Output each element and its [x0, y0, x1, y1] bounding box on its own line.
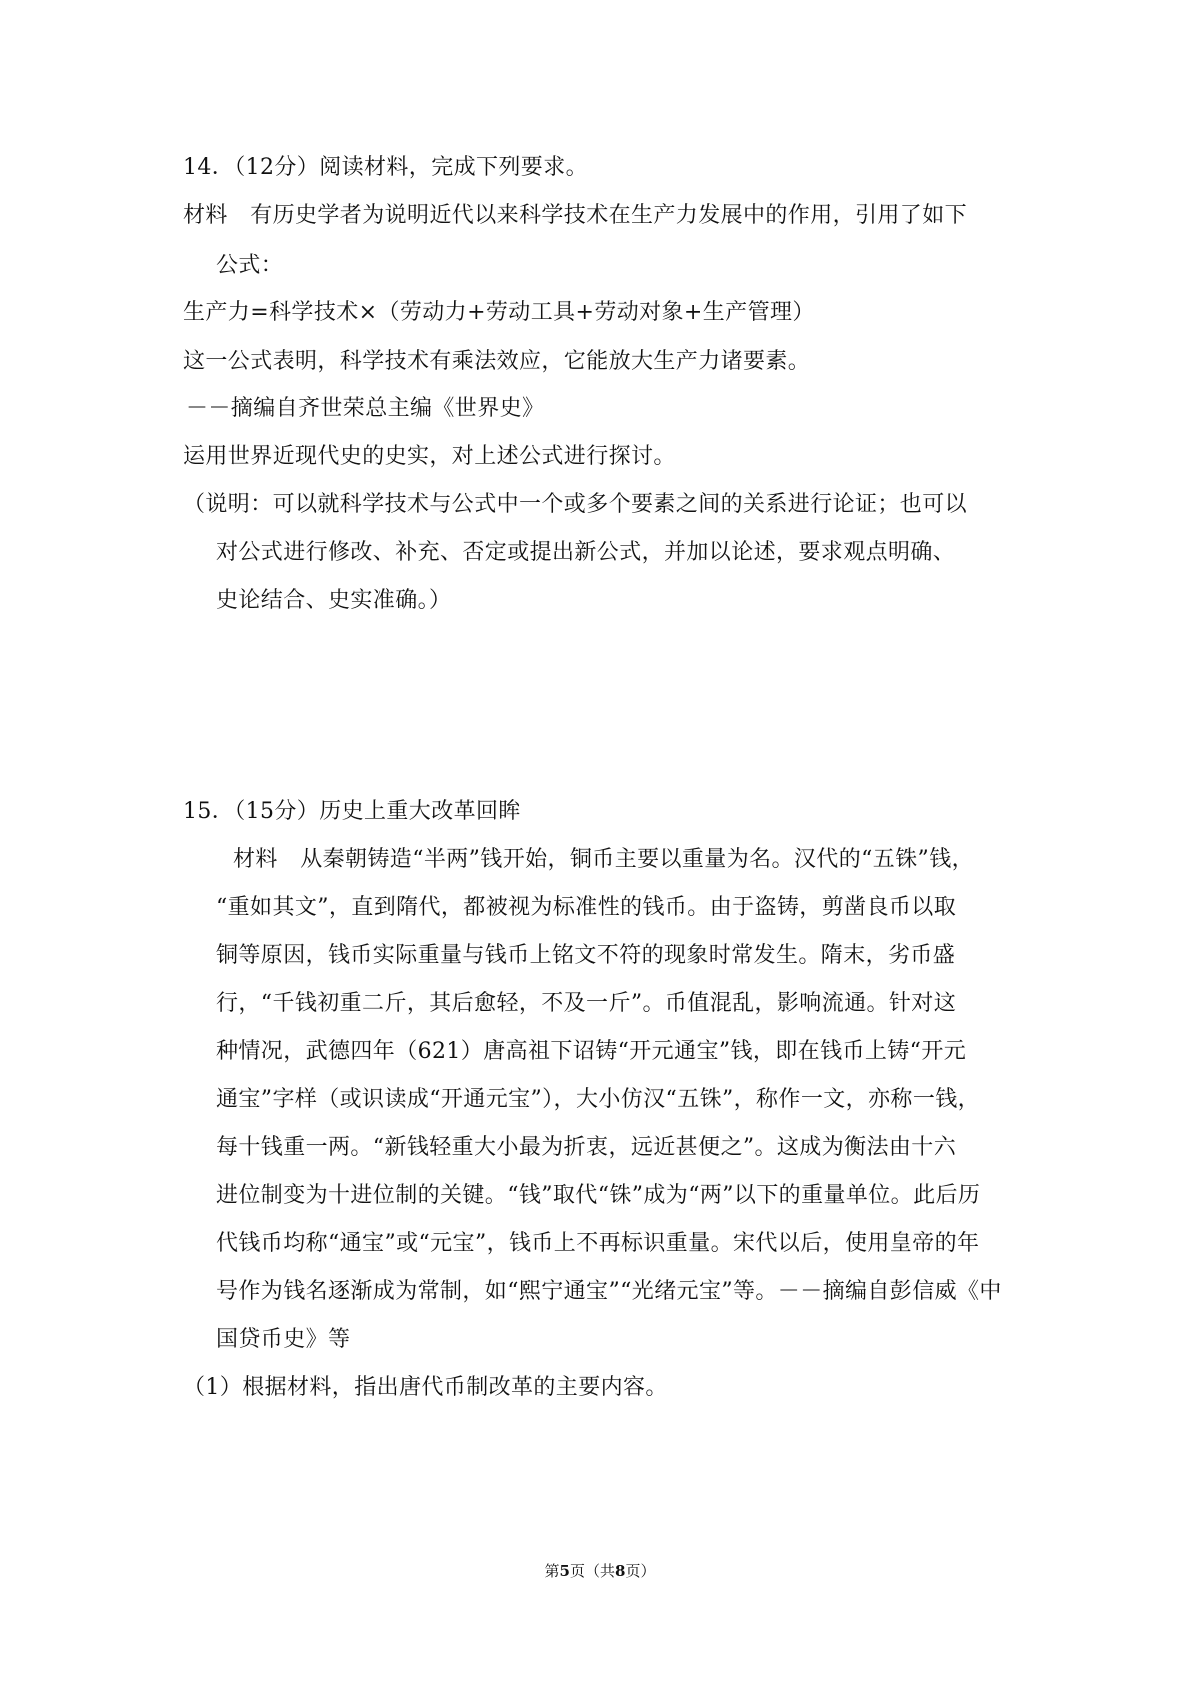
q14-material-line-2: 公式： — [216, 253, 284, 278]
q15-material-line: “重如其文”，直到隋代，都被视为标准性的钱币。由于盗铸，剪凿良币以取 — [216, 895, 957, 920]
q14-source: －－摘编自齐世荣总主编《世界史》 — [186, 396, 545, 421]
footer-page-number: 5 — [559, 1562, 570, 1580]
q15-material-line: 号作为钱名逐渐成为常制，如“熙宁通宝”“光绪元宝”等。－－摘编自彭信威《中 — [216, 1279, 1002, 1304]
q15-material-line: 通宝”字样（或识读成“开通元宝”），大小仿汉“五铢”，称作一文，亦称一钱， — [216, 1087, 981, 1112]
q14-header: 14．（12分）阅读材料，完成下列要求。 — [183, 155, 588, 180]
q15-material-line: 行，“千钱初重二斤，其后愈轻，不及一斤”。币值混乱，影响流通。针对这 — [216, 991, 957, 1016]
q15-material-line: 每十钱重一两。“新钱轻重大小最为折衷，远近甚便之”。这成为衡法由十六 — [216, 1135, 957, 1160]
q15-material-line: 铜等原因，钱币实际重量与钱币上铭文不符的现象时常发生。隋末，劣币盛 — [216, 943, 956, 968]
footer-total-pages: 8 — [615, 1562, 626, 1580]
q15-material-line: 代钱币均称“通宝”或“元宝”，钱币上不再标识重量。宋代以后，使用皇帝的年 — [216, 1231, 980, 1256]
q14-explanation: 这一公式表明，科学技术有乘法效应，它能放大生产力诸要素。 — [183, 349, 811, 374]
q14-formula: 生产力=科学技术×（劳动力+劳动工具+劳动对象+生产管理） — [183, 300, 815, 325]
page-footer — [0, 1560, 1200, 1582]
q14-task: 运用世界近现代史的史实，对上述公式进行探讨。 — [183, 444, 676, 469]
q15-header: 15．（15分）历史上重大改革回眸 — [183, 799, 521, 824]
q14-material-line-1: 材料 有历史学者为说明近代以来科学技术在生产力发展中的作用，引用了如下 — [183, 203, 968, 228]
footer-middle: 页（共 — [569, 1562, 615, 1580]
footer-suffix: 页） — [625, 1562, 656, 1580]
q14-note-line-2: 对公式进行修改、补充、否定或提出新公式，并加以论述，要求观点明确、 — [216, 540, 956, 565]
footer-prefix: 第 — [544, 1562, 560, 1580]
q14-note-line-3: 史论结合、史实准确。） — [216, 588, 452, 613]
q15-material-line: 材料 从秦朝铸造“半两”钱开始，铜币主要以重量为名。汉代的“五铢”钱， — [233, 847, 974, 872]
q15-material-line: 种情况，武德四年（621）唐高祖下诏铸“开元通宝”钱，即在钱币上铸“开元 — [216, 1039, 967, 1064]
q15-material-line: 进位制变为十进位制的关键。“钱”取代“铢”成为“两”以下的重量单位。此后历 — [216, 1183, 981, 1208]
q15-sub-question-1: （1）根据材料，指出唐代币制改革的主要内容。 — [183, 1375, 668, 1400]
q15-material-line: 国贷币史》等 — [216, 1327, 351, 1352]
q14-note-line-1: （说明：可以就科学技术与公式中一个或多个要素之间的关系进行论证；也可以 — [183, 492, 968, 517]
